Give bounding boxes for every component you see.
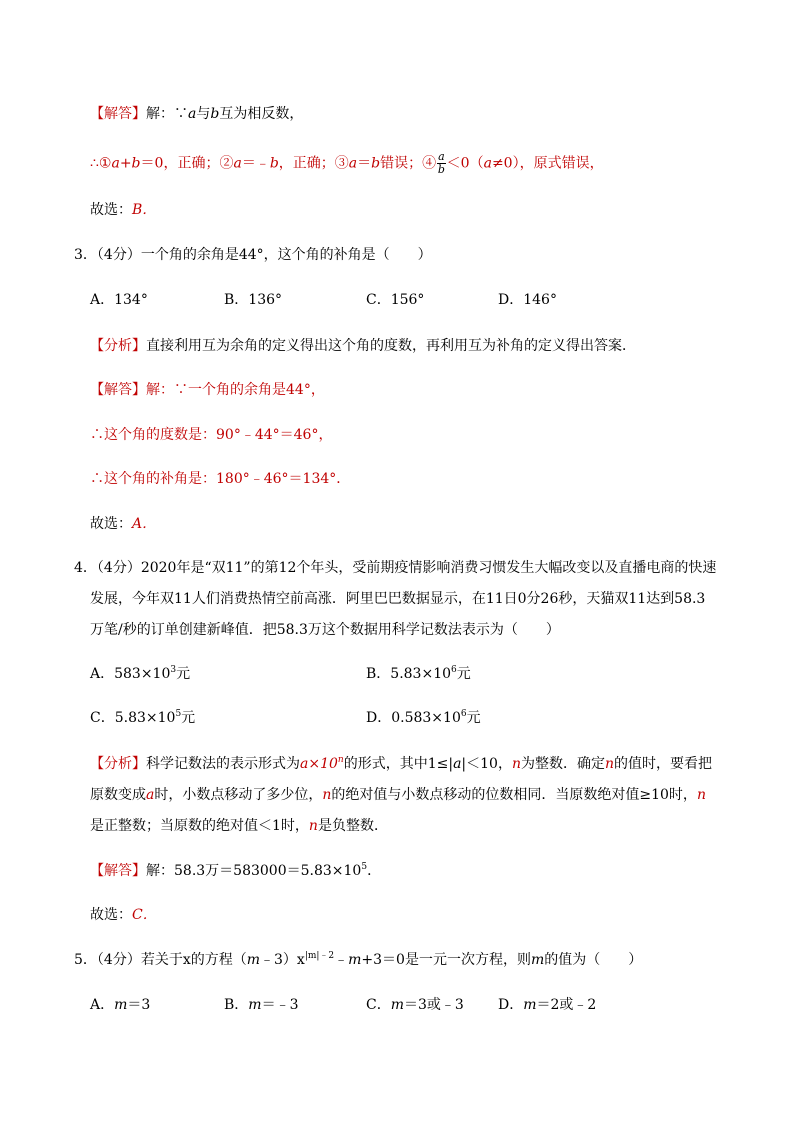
- q4-stem-line3: 万笔/秒的订单创建新峰值．把58.3万这个数据用科学记数法表示为（ ）: [90, 622, 560, 638]
- q4-solution: 【解答】解：58.3万$=583000=5.83\times 10^5$．: [90, 862, 382, 879]
- q3-analysis: 【分析】直接利用互为余角的定义得出这个角的度数，再利用互为补角的定义得出答案．: [90, 338, 636, 354]
- solution-tag: 【解答】: [90, 106, 146, 122]
- solution-tag: 【解答】: [90, 863, 146, 879]
- q3-answer: 故选：A．: [90, 516, 157, 532]
- q4-option-a: A．$583\times 10^3$元: [90, 665, 191, 682]
- q3-step2: ∴这个角的补角是：180°﹣46°＝134°．: [90, 471, 351, 487]
- solution-tag: 【解答】: [90, 382, 146, 398]
- q4-analysis-line3: 是正整数；当原数的绝对值＜1时，n是负整数．: [90, 818, 388, 834]
- q5-option-c: C．m＝3或﹣3: [366, 997, 464, 1013]
- q4-stem-line2: 发展，今年双11人们消费热情空前高涨．阿里巴巴数据显示，在11日0分26秒，天猫双11达到58.3: [90, 591, 706, 607]
- q4-option-d: D．$0.583\times 10^6$元: [366, 709, 481, 726]
- q4-answer: 故选：C．: [90, 907, 157, 923]
- q4-stem-line1: 4．（4分）2020年是“双11”的第12个年头，受前期疫情影响消费习惯发生大幅改变以及直播电商的快速: [74, 560, 717, 576]
- q3-solution: 【解答】解：∵一个角的余角是44°，: [90, 382, 325, 398]
- q4-analysis-line1: 【分析】科学记数法的表示形式为$a\times 10^n$的形式，其中1≤|a|＜10，n为整数．确定n的值时，要看把: [90, 755, 713, 772]
- q2-answer: 故选：B．: [90, 202, 157, 218]
- q5-stem: 5．（4分）若关于x的方程$(m﹣3)x^{|m|﹣2}﹣m+3=0$是一元一次方程，则m的值为（ ）: [74, 951, 643, 968]
- analysis-tag: 【分析】: [90, 338, 146, 354]
- fraction-a-over-b: $\frac{a}{b}$: [437, 150, 445, 176]
- q3-step1: ∴这个角的度数是：90°﹣44°＝46°，: [90, 427, 333, 443]
- q2-solution-line: 【解答】解：∵a与b互为相反数，: [90, 106, 304, 122]
- analysis-tag: 【分析】: [90, 756, 146, 772]
- q3-option-c: C．156°: [366, 292, 425, 308]
- q3-option-d: D．146°: [498, 292, 557, 308]
- q5-option-a: A．m＝3: [90, 997, 151, 1013]
- q3-option-b: B．136°: [224, 292, 283, 308]
- q4-option-b: B．$5.83\times 10^6$元: [366, 665, 471, 682]
- q4-option-c: C．$5.83\times 10^5$元: [90, 709, 196, 726]
- q3-stem: 3．（4分）一个角的余角是44°，这个角的补角是（ ）: [74, 247, 432, 263]
- q5-option-b: B．m＝﹣3: [224, 997, 299, 1013]
- q5-option-d: D．m＝2或﹣2: [498, 997, 597, 1013]
- q2-reasoning-line: ∴①a+b＝0，正确；②a＝﹣b，正确；③a＝b错误；④ $\frac{a}{b}$ ＜0（a≠0），原式错误，: [90, 150, 604, 176]
- q4-analysis-line2: 原数变成a时，小数点移动了多少位，n的绝对值与小数点移动的位数相同．当原数绝对值≥10时，n: [90, 787, 706, 803]
- q3-option-a: A．134°: [90, 292, 148, 308]
